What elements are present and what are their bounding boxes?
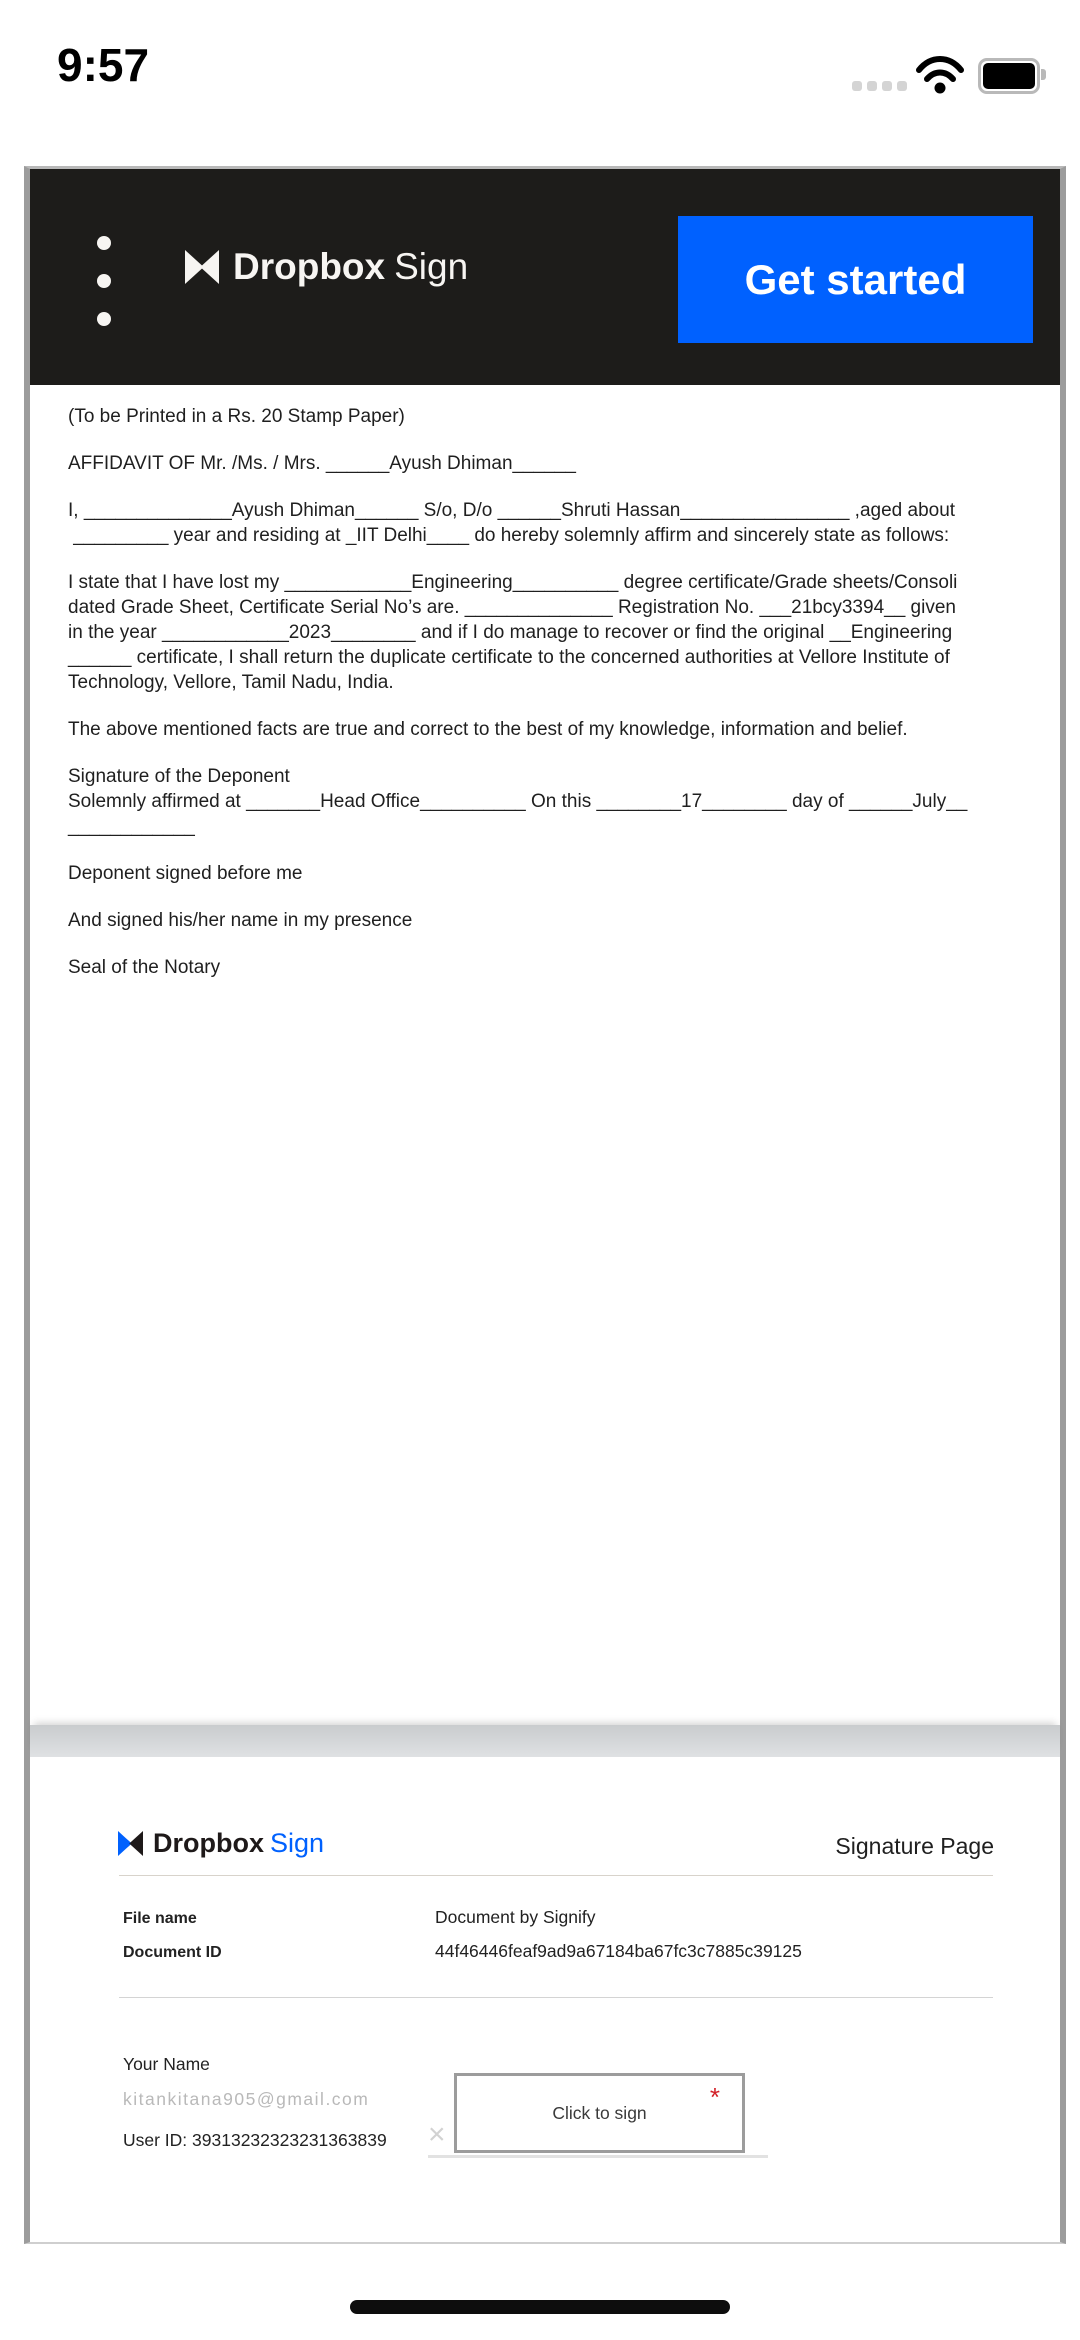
app-header (30, 169, 1060, 385)
affidavit-line: I state that I have lost my ____________Engineering__________ degree certificate/Grade sheets/Consoli (68, 572, 958, 593)
document-id-value: 44f46446feaf9ad9a67184ba67fc3c7885c39125 (435, 1941, 802, 1961)
affidavit-line: ____________ (68, 816, 195, 837)
kebab-dot (97, 274, 111, 288)
footer-dropbox-sign-logo (117, 1829, 324, 1857)
divider (119, 1875, 993, 1876)
dropbox-sign-logo-icon (183, 250, 221, 284)
menu-kebab-button[interactable] (90, 233, 118, 323)
kebab-dot (97, 312, 111, 326)
signer-name-label: Your Name (123, 2054, 210, 2074)
affidavit-line: dated Grade Sheet, Certificate Serial No’s are. ______________ Registration No. ___21bcy3394__ given (68, 597, 956, 618)
affidavit-line: _________ year and residing at _IIT Delhi____ do hereby solemnly affirm and sincerely state as follows: (68, 525, 950, 546)
divider (119, 1997, 993, 1998)
signal-dot (897, 81, 907, 91)
affidavit-line: in the year ____________2023________ and if I do manage to recover or find the original __Engineering (68, 622, 953, 643)
signal-dot (882, 81, 892, 91)
affidavit-line: ______ certificate, I shall return the duplicate certificate to the concerned authorities at Vellore Institute of (68, 647, 950, 668)
affidavit-line: Solemnly affirmed at _______Head Office__________ On this ________17________ day of ______July__ (68, 791, 968, 812)
required-asterisk: * (709, 2082, 720, 2112)
affidavit-line: Signature of the Deponent (68, 766, 290, 787)
affidavit-line: AFFIDAVIT OF Mr. /Ms. / Mrs. ______Ayush Dhiman______ (68, 453, 576, 474)
affidavit-line: And signed his/her name in my presence (68, 910, 413, 931)
affidavit-line: Deponent signed before me (68, 863, 303, 884)
affidavit-line: Technology, Vellore, Tamil Nadu, India. (68, 672, 394, 693)
wifi-icon (916, 56, 964, 99)
affidavit-line: (To be Printed in a Rs. 20 Stamp Paper) (68, 406, 405, 427)
click-to-sign-label: Click to sign (552, 2102, 647, 2123)
file-name-value: Document by Signify (435, 1907, 596, 1927)
signal-dot (852, 81, 862, 91)
home-indicator[interactable] (350, 2300, 730, 2314)
document-id-label: Document ID (123, 1944, 222, 1961)
signal-dot (867, 81, 877, 91)
footer-brand-word-dropbox: Dropbox (153, 1827, 264, 1858)
affidavit-line: Seal of the Notary (68, 957, 221, 978)
get-started-button[interactable]: Get started (678, 216, 1033, 343)
kebab-dot (97, 236, 111, 250)
brand-word-dropbox: Dropbox (233, 246, 386, 287)
status-time: 9:57 (57, 39, 150, 91)
signature-page-title: Signature Page (835, 1833, 994, 1859)
click-to-sign-field[interactable] (454, 2073, 745, 2153)
footer-brand-word-sign: Sign (270, 1827, 325, 1858)
footer-dropbox-sign-logo-icon (117, 1831, 144, 1856)
signer-email: kitankitana905@gmail.com (123, 2089, 370, 2109)
battery-nub (1041, 69, 1046, 80)
brand-word-sign: Sign (394, 246, 469, 287)
affidavit-line: The above mentioned facts are true and correct to the best of my knowledge, information and belief. (68, 719, 908, 740)
affidavit-line: I, ______________Ayush Dhiman______ S/o, D/o ______Shruti Hassan________________ ,aged about (68, 500, 956, 521)
battery-icon (978, 58, 1040, 94)
signature-line (428, 2155, 768, 2158)
affidavit-document (68, 404, 1053, 980)
file-name-label: File name (123, 1910, 197, 1927)
page-separator (30, 1725, 1060, 1757)
signature-line-x-mark: × (428, 2118, 446, 2151)
dropbox-sign-logo[interactable] (183, 247, 468, 287)
battery-fill (983, 63, 1035, 89)
signer-user-id: User ID: 39313232323231363839 (123, 2130, 387, 2150)
cellular-signal-icon (852, 81, 907, 91)
